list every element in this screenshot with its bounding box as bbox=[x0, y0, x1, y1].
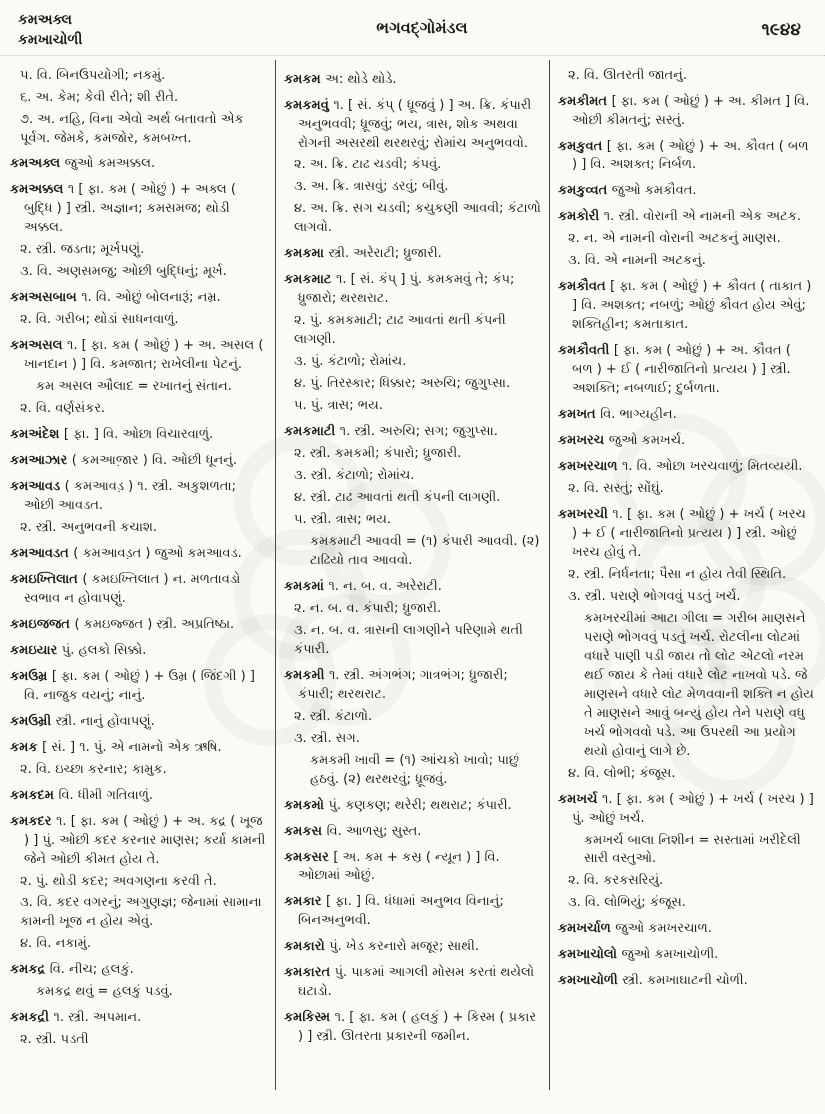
entry-text: [ ફા. કમ ( ઓછું ) + કૌવત ( તાકાત ) ] વિ. અશક્ત; નબળું; ઓછું કૌવત હોય એવું; શક્તિહીન; કમતાકાત. bbox=[572, 279, 812, 333]
entry-text: જુઓ કમખર્ચ. bbox=[608, 433, 686, 449]
headword: કમકમી bbox=[284, 667, 329, 683]
guide-words bbox=[18, 10, 82, 51]
entry-text: કમકમી ખાવી = (૧) આંચકો ખાવો; પાછું હઠવું. (૨) થરથરવું; ધ્રૂજવું. bbox=[310, 752, 519, 787]
dictionary-entry bbox=[10, 616, 267, 635]
headword: કમકમો bbox=[284, 797, 329, 813]
dictionary-entry bbox=[10, 961, 267, 980]
column-1 bbox=[2, 60, 275, 1090]
page-number: ૧૯૪૪ bbox=[761, 20, 801, 40]
dictionary-entry bbox=[10, 787, 267, 806]
entry-text: ૫. વિ. બિનઉપયોગી; નકમું. bbox=[20, 67, 166, 83]
sense-line bbox=[284, 489, 541, 508]
headword: કમખર્ચ bbox=[558, 791, 602, 807]
entry-text: [ ફા. કમ ( ઓછું ) + અ. કૌવત ( બળ ) + ઈ ( નારીજાતિનો પ્રત્યય ) ] સ્ત્રી. અશક્તિ; નબળાઈ; દુર્બળતા. bbox=[572, 343, 791, 397]
entry-text: પું. ખેડ કરનારો મજૂર; સાથી. bbox=[329, 939, 479, 955]
sense-line bbox=[284, 312, 541, 350]
sense-line bbox=[558, 252, 815, 271]
dictionary-entry bbox=[10, 713, 267, 732]
headword: કમઆવડ bbox=[10, 479, 65, 495]
headword: કમકાર bbox=[284, 894, 326, 910]
headword: કમકૌવતી bbox=[558, 343, 614, 359]
entry-text: ૧. ન. બ. વ. અરેરાટી. bbox=[328, 578, 442, 594]
headword: કમખરચી bbox=[558, 507, 613, 522]
headword: કમકમવું bbox=[284, 97, 334, 113]
dictionary-entry bbox=[10, 181, 267, 238]
headword: કમકિસ્મ bbox=[284, 1010, 335, 1026]
dictionary-entry bbox=[10, 478, 267, 516]
headword: કમકમાટી bbox=[284, 424, 340, 440]
sense-line bbox=[284, 375, 541, 394]
idiom-line bbox=[10, 378, 267, 397]
entry-text: ૨. સ્ત્રી. પડતી bbox=[20, 1032, 89, 1048]
entry-text: [ ફા. કમ ( ઓછું ) + ઉમ્ર ( જિંદગી ) ] વિ. નાજુક વયનું; નાનું. bbox=[24, 668, 255, 703]
entry-text: ૨. સ્ત્રી. નિર્ધનતા; પૈસા ન હોય તેવી સ્થિતિ. bbox=[568, 566, 787, 582]
entry-text: ( કમઆવડ઼ ) ૧. સ્ત્રી. અકુશળતા; ઓછી આવડત. bbox=[24, 479, 236, 513]
headword: કમકારત bbox=[284, 965, 335, 981]
entry-text: ૧. [ ફા. કમ ( ઓછું ) + ખર્ચ ( ખરચ ) + ઈ ( નારીજાતિનો પ્રત્યય ) ] સ્ત્રી. ઓછું ખરચ હોવું તે. bbox=[572, 507, 806, 560]
entry-text: ૨. વિ. ઇચ્છા કરનાર; કામુક. bbox=[20, 761, 167, 777]
entry-text: વિ. નીચ; હલકું. bbox=[49, 962, 134, 978]
entry-text: ૨. ન. બ. વ. કંપારી; ધ્રુજારી. bbox=[294, 600, 442, 616]
headword: કમખાચોળી bbox=[558, 973, 623, 989]
entry-text: વિ. આળસુ; સુસ્ત. bbox=[326, 823, 422, 839]
entry-text: જુઓ કમખરચાળ. bbox=[615, 921, 712, 937]
headword: કમકુવત bbox=[558, 138, 607, 154]
headword: કમકૌવત bbox=[558, 279, 611, 295]
entry-text: ૭. અ. નહિ, વિના એવો અર્થ બતાવતો એક પૂર્વગ. જેમકે, કમજોર, કમબખ્ત. bbox=[20, 111, 244, 146]
entry-text: ૩. પું. કંટાળો; રોમાંચ. bbox=[294, 354, 407, 370]
headword: કમઇખ્તિલાત bbox=[10, 571, 83, 587]
dictionary-entry bbox=[558, 432, 815, 451]
headword: કમકીમત bbox=[558, 93, 612, 109]
headword: કમઅંદેશ bbox=[10, 427, 64, 443]
dictionary-entry bbox=[558, 972, 815, 991]
sense-line bbox=[10, 873, 267, 892]
dictionary-entry bbox=[10, 155, 267, 174]
sense-line bbox=[558, 566, 815, 585]
headword: કમકોરી bbox=[558, 209, 604, 225]
entry-text: ૨. વિ. ઊતરતી જાતનું. bbox=[568, 67, 687, 83]
entry-text: ૨. સ્ત્રી. કમકમી; કંપારો; ધ્રુજારી. bbox=[294, 446, 462, 462]
dictionary-entry bbox=[284, 893, 541, 931]
dictionary-entry bbox=[284, 964, 541, 1002]
entry-text: ૨. વિ. સસ્તું; સોંઘું. bbox=[568, 481, 664, 497]
sense-line bbox=[284, 600, 541, 619]
headword: કમઆઝાર bbox=[10, 453, 72, 469]
entry-text: ૧. વિ. ઓછું બોલનારૂં; નમ્ર. bbox=[81, 290, 221, 306]
entry-text: ૧. [ સં. કંપ્ ] પું. કમકમવું તે; કંપ; ધ્રુજારો; થરથરાટ. bbox=[298, 272, 515, 307]
dictionary-entry bbox=[558, 406, 815, 425]
entry-text: ( કમઆવડ઼ત ) જુઓ કમઆવડ. bbox=[73, 545, 242, 561]
sense-line bbox=[10, 1031, 267, 1050]
entry-text: ૪. વિ. લોભી; કંજૂસ. bbox=[568, 765, 676, 781]
dictionary-entry bbox=[558, 93, 815, 131]
dictionary-columns bbox=[0, 56, 825, 1090]
dictionary-entry bbox=[10, 452, 267, 471]
entry-text: ૩. વિ. લોભિયું; કંજૂસ. bbox=[568, 895, 686, 911]
headword: કમકમા bbox=[284, 246, 329, 262]
entry-text: કમખરચીમાં આટા ગીલા = ગરીબ માણસને પરાણે ભોગવવું પડતું ખર્ચ. રોટલીના લોટમાં વધારે પાણી પડી જાય તો લોટ એટલો નરમ થઈ જાય કે તેમાં વધારે લોટ નાખવો પડે. જે માણસને વધારે લોટ મેળવવાની શક્તિ ન હોય તે માણસને આવું બન્યું હોય તેને પરાણે વધુ ખર્ચ ભોગવવો પડે. આ ઉપરથી આ પ્રયોગ થયો હોવાનું લાગે છે. bbox=[584, 610, 814, 759]
sense-line bbox=[558, 67, 815, 86]
headword: કમખરચ bbox=[558, 433, 609, 449]
entry-text: [ ફા. ] વિ. ધંધામાં અનુભવ વિનાનું; બિનઅનુભવી. bbox=[298, 894, 504, 929]
dictionary-entry bbox=[284, 71, 541, 90]
book-title: ભગવદ્ગોમંડલ bbox=[376, 18, 468, 37]
entry-text: ૨. વિ. વર્ણસંકર. bbox=[20, 401, 106, 417]
dictionary-entry bbox=[558, 920, 815, 939]
sense-line bbox=[10, 761, 267, 780]
dictionary-entry bbox=[284, 667, 541, 705]
entry-text: ૨. ન. એ નામની વોરાની અટકનું માણસ. bbox=[568, 231, 781, 247]
dictionary-entry bbox=[10, 642, 267, 661]
entry-text: ૩. વિ. અણસમજુ; ઓછી બુદ્ધિનું; મૂર્ખ. bbox=[20, 264, 227, 280]
entry-text: ૩. અ. ક્રિ. ત્રાસવું; ડરવું; બીવું. bbox=[294, 179, 449, 195]
sense-line bbox=[284, 156, 541, 175]
dictionary-entry bbox=[10, 426, 267, 445]
headword: કમકુવ્વત bbox=[558, 183, 612, 199]
dictionary-entry bbox=[558, 342, 815, 399]
entry-text: ( કમઇખ્તિલાત ) ન. મળતાવડો સ્વભાવ ન હોવાપણું. bbox=[24, 571, 241, 606]
headword: કમખાચોલો bbox=[558, 947, 622, 963]
entry-text: ૪. અ. ક્રિ. સગ ચડવી; કચુકણી આવવી; કંટાળો લાગવો. bbox=[294, 201, 541, 236]
entry-text: ૨. વિ. ગરીબ; થોડાં સાધનવાળું. bbox=[20, 312, 179, 328]
entry-text: ૩. સ્ત્રી. કંટાળો; રોમાંચ. bbox=[294, 468, 415, 484]
entry-text: [ અ. કમ + કસ્ર ( ન્યૂન ) ] વિ. ઓછામાં ઓછું. bbox=[298, 849, 500, 884]
entry-text: ૩. ન. બ. વ. ત્રાસની લાગણીને પરિણામે થતી કંપારી. bbox=[294, 622, 523, 657]
entry-text: પું. પાકમાં આગલી મોસમ કરતાં થયેલો ઘટાડો. bbox=[298, 965, 535, 1000]
entry-text: ૧. [ ફા. કમ ( ઓછું ) + ખર્ચ ( ખરચ ) ] પું. ઓછું ખર્ચ. bbox=[572, 791, 814, 826]
idiom-line bbox=[10, 983, 267, 1002]
sense-line bbox=[10, 241, 267, 260]
entry-text: ૨. અ. ક્રિ. ટાઢ ચડવી; કંપવું. bbox=[294, 157, 442, 173]
headword: કમખરચાળ bbox=[558, 459, 623, 475]
entry-text: જુઓ કમકૌવત. bbox=[611, 183, 697, 199]
dictionary-entry bbox=[558, 791, 815, 829]
dictionary-entry bbox=[284, 823, 541, 842]
dictionary-entry bbox=[558, 138, 815, 176]
headword: કમકમાં bbox=[284, 578, 329, 594]
sense-line bbox=[284, 445, 541, 464]
entry-text: ૧. [ ફા. કમ ( ઓછું ) + અ. અસલ ( ખાનદાન ) ] વિ. કમજાત; રાખેલીના પેટનું. bbox=[24, 338, 264, 373]
dictionary-entry bbox=[284, 423, 541, 442]
dictionary-entry bbox=[558, 506, 815, 563]
entry-text: ( કમઇજ્જત ) સ્ત્રી. અપ્રતિષ્ઠા. bbox=[74, 616, 235, 632]
entry-text: ૧. વિ. ઓછા ખરચવાળું; મિતવ્યયી. bbox=[622, 459, 803, 475]
entry-text: ૩. સ્ત્રી. પરાણે ભોગવવું પડતું ખર્ચ. bbox=[568, 588, 741, 604]
entry-text: ૨. સ્ત્રી. જડતા; મૂર્ખપણું. bbox=[20, 242, 145, 258]
headword: કમકસ bbox=[284, 823, 327, 839]
dictionary-entry bbox=[10, 1009, 267, 1028]
dictionary-entry bbox=[284, 1009, 541, 1047]
dictionary-entry bbox=[558, 946, 815, 965]
sense-line bbox=[10, 89, 267, 108]
sense-line bbox=[284, 200, 541, 238]
entry-text: ૪. સ્ત્રી. ટાઢ આવતાં થતી કંપની લાગણી. bbox=[294, 490, 501, 505]
headword: કમકમાટ bbox=[284, 272, 336, 288]
entry-text: ( કમઆજ઼ાર ) વિ. ઓછી ધૂનનું. bbox=[71, 453, 237, 469]
dictionary-entry bbox=[558, 278, 815, 335]
entry-text: ૧. સ્ત્રી. અંગભંગ; ગાત્રભંગ; ધ્રુજારી; કંપારી; થરથરાટ. bbox=[298, 667, 508, 702]
sense-line bbox=[284, 178, 541, 197]
entry-text: ૧. [ સં. કંપ્ ( ધ્રૂજવું ) ] અ. ક્રિ. કંપારી અનુભવવી; ધ્રૂજવું; ભય, ત્રાસ, શોક અથવા રોગની અસરથી થરથરવું; રોમાંચ અનુભવવો. bbox=[298, 97, 532, 151]
dictionary-entry bbox=[10, 571, 267, 609]
entry-text: ૨. સ્ત્રી. કંટાળો. bbox=[294, 708, 373, 724]
entry-text: ૧. [ ફા. કમ ( હલકું ) + કિસ્મ ( પ્રકાર ) ] સ્ત્રી. ઊતરતા પ્રકારની જમીન. bbox=[298, 1010, 537, 1045]
entry-text: [ સં. ] ૧. પું. એ નામનો એક ઋષિ. bbox=[42, 739, 222, 755]
page-header bbox=[0, 0, 825, 56]
headword: કમઅક્કલ bbox=[10, 182, 68, 198]
entry-text: ૨. સ્ત્રી. અનુભવની કચાશ. bbox=[20, 519, 158, 535]
entry-text: સ્ત્રી. કમખાઘાટની ચોળી. bbox=[622, 973, 748, 989]
entry-text: કમ અસલ ઔલાદ = રખાતનું સંતાન. bbox=[36, 379, 232, 395]
entry-text: કમકદ્ર થવું = હલકું પડવું. bbox=[36, 984, 173, 1000]
dictionary-entry bbox=[284, 797, 541, 816]
headword: કમઅક્લ bbox=[10, 156, 65, 172]
idiom-line bbox=[558, 832, 815, 870]
headword: કમકદ્રી bbox=[10, 1010, 54, 1026]
headword: કમક bbox=[10, 739, 43, 755]
idiom-line bbox=[284, 752, 541, 790]
headword: કમઇયાર bbox=[10, 642, 62, 658]
entry-text: ૪. પું. તિરસ્કાર; ધિક્કાર; અરુચિ; જુગુપ્સા. bbox=[294, 376, 511, 392]
dictionary-entry bbox=[284, 97, 541, 154]
column-3 bbox=[550, 60, 823, 1090]
entry-text: ૧. સ્ત્રી. અરુચિ; સગ; જુગુપ્સા. bbox=[339, 424, 498, 440]
headword: કમકમ bbox=[284, 71, 326, 87]
sense-line bbox=[10, 935, 267, 954]
guide-word-first: કમઅક્લ bbox=[18, 12, 72, 28]
headword: કમઆવડત bbox=[10, 545, 74, 561]
entry-text: સ્ત્રી. અરેરાટી; ધ્રુજારી. bbox=[328, 246, 442, 262]
entry-text: સ્ત્રી. નાનું હોવાપણું. bbox=[55, 713, 155, 729]
guide-word-last: કમખાચોળી bbox=[18, 32, 83, 49]
headword: કમઇજજત bbox=[10, 616, 75, 632]
entry-text: કમખર્ચ બાલા નિશીન = સસ્તામાં ખરીદેલી સારી વસ્તુઓ. bbox=[584, 832, 801, 867]
sense-line bbox=[558, 765, 815, 784]
sense-line bbox=[10, 519, 267, 538]
entry-text: વિ. ધીમી ગતિવાળું. bbox=[58, 787, 153, 803]
entry-text: અ: થોડે થોડે. bbox=[325, 71, 397, 87]
entry-text: જુઓ કમઅક્કલ. bbox=[64, 156, 156, 172]
dictionary-entry bbox=[284, 849, 541, 887]
sense-line bbox=[284, 511, 541, 530]
sense-line bbox=[284, 730, 541, 749]
entry-text: ૨. પું. થોડી કદર; અવગણના કરવી તે. bbox=[20, 873, 217, 889]
headword: કમકદ્ર bbox=[10, 962, 50, 978]
entry-text: ૧. સ્ત્રી. અપમાન. bbox=[53, 1010, 142, 1026]
entry-text: ૧. [ ફા. કમ ( ઓછું ) + અ. કદ્ર ( ખૂજ ) ] પું. ઓછી કદર કરનાર માણસ; કર્યા કામની જેને ઓછી કીમત હોય તે. bbox=[24, 813, 266, 867]
dictionary-entry bbox=[284, 578, 541, 597]
sense-line bbox=[284, 467, 541, 486]
sense-line bbox=[10, 111, 267, 149]
sense-line bbox=[558, 588, 815, 607]
entry-text: ૧ [ ફા. કમ ( ઓછું ) + અક્લ ( બુદ્ધિ ) ] સ્ત્રી. અજ્ઞાન; કમસમજ; થોડી અક્કલ. bbox=[24, 182, 236, 236]
dictionary-entry bbox=[558, 208, 815, 227]
sense-line bbox=[10, 400, 267, 419]
sense-line bbox=[10, 67, 267, 86]
headword: કમઉમ્ર bbox=[10, 668, 52, 684]
idiom-line bbox=[558, 610, 815, 762]
headword: કમખત bbox=[558, 407, 601, 423]
entry-text: ૨. વિ. કરકસરિયું. bbox=[568, 873, 664, 889]
sense-line bbox=[284, 708, 541, 727]
headword: કમકદમ bbox=[10, 787, 59, 803]
entry-text: ૬. અ. કેમ; કેવી રીતે; શી રીતે. bbox=[20, 89, 179, 105]
sense-line bbox=[10, 894, 267, 932]
dictionary-entry bbox=[10, 813, 267, 870]
headword: કમકદર bbox=[10, 813, 57, 829]
entry-text: ૩. સ્ત્રી. સગ. bbox=[294, 730, 360, 746]
dictionary-entry bbox=[10, 739, 267, 758]
entry-text: ૫. પું. ત્રાસ; ભય. bbox=[294, 398, 383, 414]
headword: કમઅસલ bbox=[10, 338, 67, 354]
sense-line bbox=[284, 353, 541, 372]
dictionary-entry bbox=[10, 337, 267, 375]
sense-line bbox=[558, 480, 815, 499]
entry-text: [ ફા. ] વિ. ઓછા વિચારવાળું. bbox=[63, 427, 214, 443]
dictionary-entry bbox=[284, 271, 541, 309]
sense-line bbox=[284, 622, 541, 660]
sense-line bbox=[558, 894, 815, 913]
headword: કમકસર bbox=[284, 849, 334, 865]
entry-text: ૩. વિ. કદર વગરનું; અગુણજ્ઞ; જેનામાં સામાના કામની ખૂજ ન હોય એવું. bbox=[20, 895, 262, 930]
dictionary-entry bbox=[10, 545, 267, 564]
dictionary-entry bbox=[284, 938, 541, 957]
entry-text: પું. હલકો સિક્કો. bbox=[61, 642, 147, 658]
entry-text: જુઓ કમખાચોળી. bbox=[621, 947, 719, 963]
entry-text: વિ. ભાગ્યહીન. bbox=[600, 407, 677, 423]
dictionary-entry bbox=[284, 245, 541, 264]
idiom-line bbox=[284, 533, 541, 571]
dictionary-entry bbox=[558, 182, 815, 201]
headword: કમઉમ્રી bbox=[10, 713, 56, 729]
entry-text: ૪. વિ. નકામું. bbox=[20, 936, 91, 952]
dictionary-entry bbox=[10, 289, 267, 308]
headword: કમખર્ચાળ bbox=[558, 921, 616, 937]
sense-line bbox=[10, 263, 267, 282]
dictionary-entry bbox=[558, 458, 815, 477]
sense-line bbox=[558, 872, 815, 891]
entry-text: ૨. પું. કમકમાટી; ટાઢ આવતાં થતી કંપની લાગણી. bbox=[294, 313, 506, 348]
entry-text: ૩. વિ. એ નામની અટકનું. bbox=[568, 253, 706, 269]
dictionary-entry bbox=[10, 668, 267, 706]
entry-text: ૫. સ્ત્રી. ત્રાસ; ભય. bbox=[294, 511, 391, 527]
sense-line bbox=[284, 397, 541, 416]
sense-line bbox=[10, 311, 267, 330]
headword: કમકારો bbox=[284, 939, 330, 955]
entry-text: [ ફા. કમ ( ઓછું ) + અ. કીમત ] વિ. ઓછી કીમતનું; સસ્તું. bbox=[572, 93, 810, 128]
column-2 bbox=[275, 60, 550, 1090]
entry-text: પું. કણકણ; થરેરી; થથરાટ; કંપારી. bbox=[328, 797, 512, 813]
entry-text: ૧. સ્ત્રી. વોરાની એ નામની એક અટક. bbox=[603, 209, 802, 225]
sense-line bbox=[558, 230, 815, 249]
headword: કમઅસબાબ bbox=[10, 290, 82, 306]
entry-text: કમકમાટી આવવી = (૧) કંપારી આવવી. (૨) ટાઢિયો તાવ આવવો. bbox=[310, 533, 540, 568]
entry-text: [ ફા. કમ ( ઓછું ) + અ. કૌવત ( બળ ) ] વિ. અશક્ત; નિર્બળ. bbox=[572, 138, 809, 173]
